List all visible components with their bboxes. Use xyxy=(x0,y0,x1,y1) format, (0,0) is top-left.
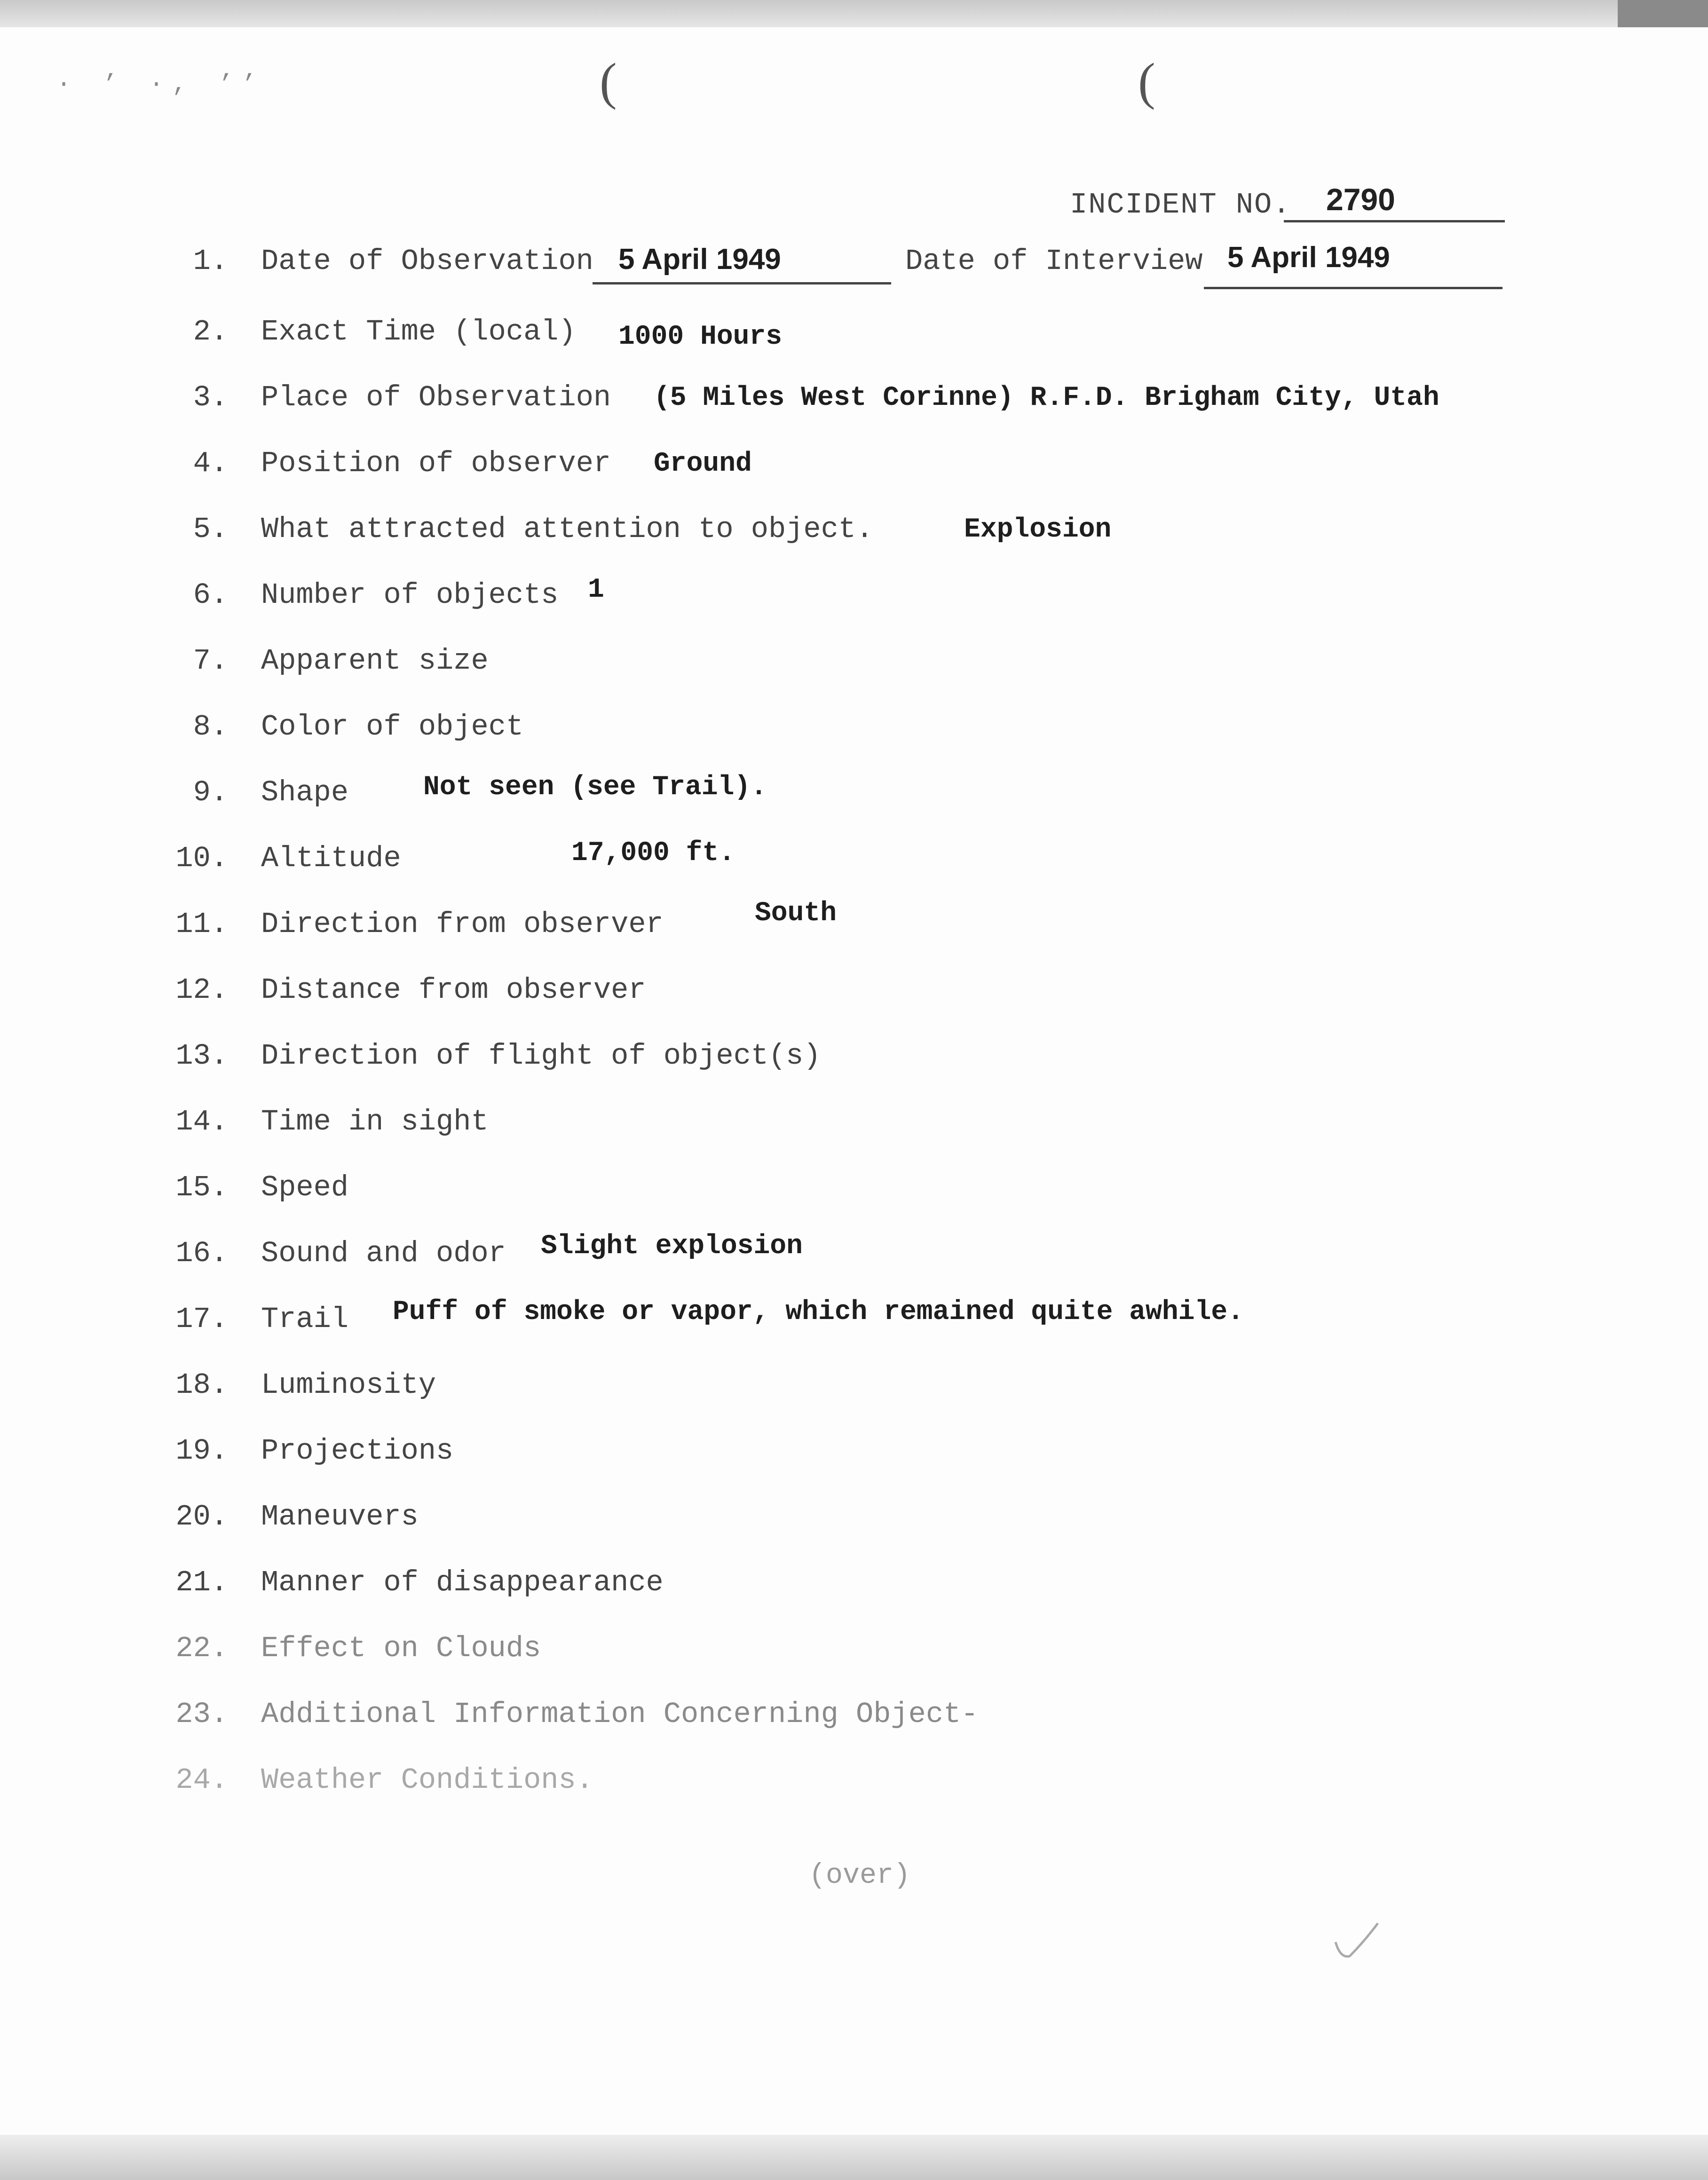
item-number: 24. xyxy=(175,1763,228,1797)
item-label: Color of object xyxy=(261,710,524,743)
item-label: Distance from observer xyxy=(261,973,646,1007)
punch-hole-mark: ( xyxy=(600,53,617,110)
incident-number-field xyxy=(1284,182,1505,222)
item-label: Trail xyxy=(261,1303,349,1336)
item-label: Exact Time (local) xyxy=(261,315,576,348)
form-row-12 xyxy=(0,973,1708,1025)
underline xyxy=(593,282,891,284)
item-number: 18. xyxy=(175,1368,228,1402)
form-row-8 xyxy=(0,710,1708,762)
item-label: Effect on Clouds xyxy=(261,1632,541,1665)
attention-cause: Explosion xyxy=(964,514,1112,545)
item-number: 3. xyxy=(193,381,228,414)
sound-odor-value: Slight explosion xyxy=(541,1231,803,1262)
item-label: Apparent size xyxy=(261,644,489,678)
item-label: Time in sight xyxy=(261,1105,489,1138)
direction-value: South xyxy=(755,898,837,929)
form-row-22 xyxy=(0,1632,1708,1683)
item-number: 12. xyxy=(175,973,228,1007)
form-row-6 xyxy=(0,575,1708,630)
item-label: Weather Conditions. xyxy=(261,1763,593,1797)
item-number: 4. xyxy=(193,447,228,480)
item-number: 10. xyxy=(175,842,228,875)
item-label: Altitude xyxy=(261,842,401,875)
item-number: 22. xyxy=(175,1632,228,1665)
form-row-5 xyxy=(0,513,1708,564)
item-label: Direction from observer xyxy=(261,908,664,941)
item-number: 6. xyxy=(193,578,228,612)
item-number: 20. xyxy=(175,1500,228,1533)
place-of-observation: (5 Miles West Corinne) R.F.D. Brigham City, Utah xyxy=(654,383,1439,413)
item-number: 9. xyxy=(193,776,228,809)
underline xyxy=(1204,287,1502,289)
observation-date: 5 April 1949 xyxy=(618,243,781,276)
trail-value: Puff of smoke or vapor, which remained quite awhile. xyxy=(393,1297,1244,1327)
form-row-1 xyxy=(0,241,1708,296)
item-number: 17. xyxy=(175,1303,228,1336)
item-number: 19. xyxy=(175,1434,228,1468)
form-row-3 xyxy=(0,381,1708,433)
item-number: 15. xyxy=(175,1171,228,1204)
interview-date: 5 April 1949 xyxy=(1227,241,1390,274)
item-number: 7. xyxy=(193,644,228,678)
incident-number: 2790 xyxy=(1326,182,1395,217)
item-label: Additional Information Concerning Object- xyxy=(261,1698,979,1731)
scan-bottom-border xyxy=(0,2135,1708,2180)
item-number: 21. xyxy=(175,1566,228,1599)
item-number: 11. xyxy=(175,908,228,941)
form-row-24 xyxy=(0,1763,1708,1815)
form-row-14 xyxy=(0,1105,1708,1157)
form-row-23 xyxy=(0,1698,1708,1749)
form-row-15 xyxy=(0,1171,1708,1223)
scan-specks: · ’ ·, ’’ xyxy=(56,71,265,98)
scan-top-border xyxy=(0,0,1708,27)
form-row-19 xyxy=(0,1434,1708,1486)
form-row-4 xyxy=(0,447,1708,498)
punch-hole-mark: ( xyxy=(1138,53,1155,110)
item-label: Place of Observation xyxy=(261,381,611,414)
over-note: (over) xyxy=(809,1860,911,1892)
item-number: 1. xyxy=(193,245,228,278)
item-label: Maneuvers xyxy=(261,1500,419,1533)
form-row-17 xyxy=(0,1297,1708,1354)
item-number: 16. xyxy=(175,1237,228,1270)
item-number: 2. xyxy=(193,315,228,348)
form-row-10 xyxy=(0,838,1708,893)
form-row-21 xyxy=(0,1566,1708,1618)
item-label: Position of observer xyxy=(261,447,611,480)
item-number: 8. xyxy=(193,710,228,743)
form-row-20 xyxy=(0,1500,1708,1552)
incident-label: INCIDENT NO. xyxy=(1070,188,1291,221)
item-label: What attracted attention to object. xyxy=(261,513,874,546)
form-row-13 xyxy=(0,1039,1708,1091)
scan-corner-shadow xyxy=(1618,0,1708,27)
item-number: 14. xyxy=(175,1105,228,1138)
item-label: Number of objects xyxy=(261,578,559,612)
shape-value: Not seen (see Trail). xyxy=(423,772,767,803)
item-number: 23. xyxy=(175,1698,228,1731)
observer-position: Ground xyxy=(654,449,752,479)
form-row-7 xyxy=(0,644,1708,696)
item-label: Shape xyxy=(261,776,349,809)
form-row-9 xyxy=(0,772,1708,828)
exact-time: 1000 Hours xyxy=(618,322,783,352)
form-row-2 xyxy=(0,315,1708,367)
interview-label: Date of Interview xyxy=(905,245,1203,278)
item-label: Sound and odor xyxy=(261,1237,506,1270)
object-count: 1 xyxy=(588,575,604,605)
item-number: 13. xyxy=(175,1039,228,1073)
check-mark xyxy=(1331,1914,1383,1966)
item-label: Luminosity xyxy=(261,1368,436,1402)
item-number: 5. xyxy=(193,513,228,546)
altitude-value: 17,000 ft. xyxy=(571,838,735,869)
item-label: Manner of disappearance xyxy=(261,1566,664,1599)
form-row-18 xyxy=(0,1368,1708,1420)
item-label: Date of Observation xyxy=(261,245,593,278)
form-row-11 xyxy=(0,898,1708,959)
item-label: Speed xyxy=(261,1171,349,1204)
form-row-16 xyxy=(0,1231,1708,1288)
item-label: Projections xyxy=(261,1434,454,1468)
item-label: Direction of flight of object(s) xyxy=(261,1039,821,1073)
